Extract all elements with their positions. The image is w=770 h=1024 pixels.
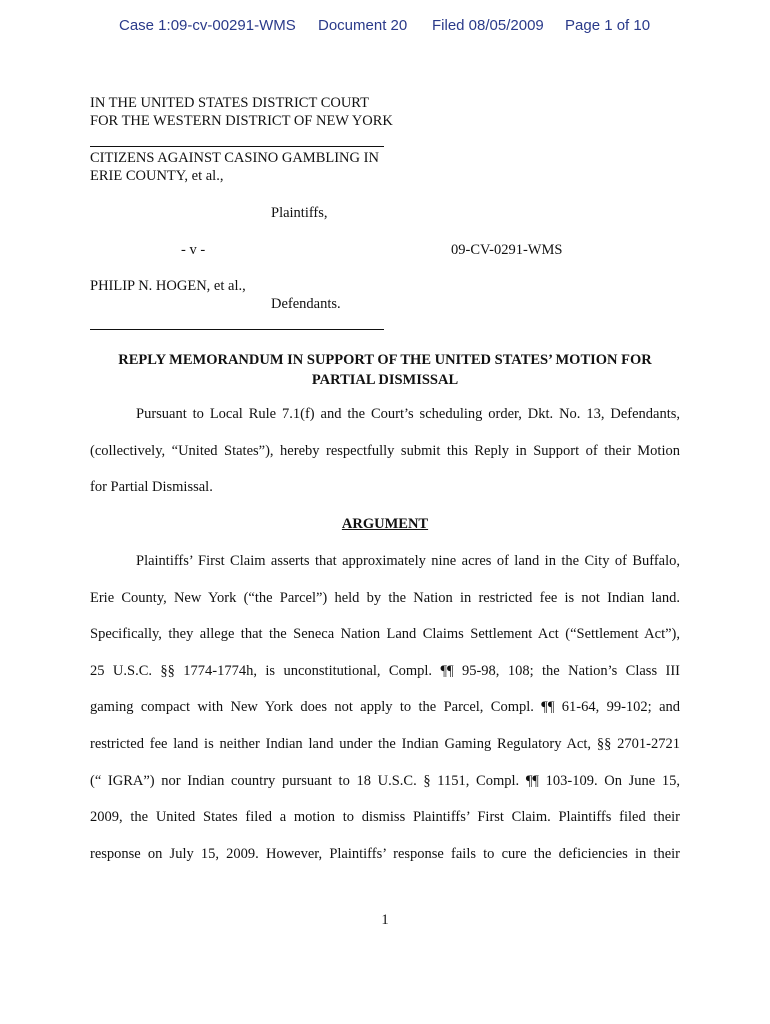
- argument-line: 25 U.S.C. §§ 1774-1774h, is unconstitutional, Compl. ¶¶ 95-98, 108; the Nation’s Class III: [90, 662, 680, 679]
- caption-rule-top: [90, 146, 384, 147]
- header-case-number: Case 1:09-cv-00291-WMS: [119, 17, 296, 34]
- argument-line: response on July 15, 2009. However, Plaintiffs’ response fails to cure the deficiencies in their: [90, 845, 680, 862]
- court-line-2: FOR THE WESTERN DISTRICT OF NEW YORK: [90, 113, 393, 129]
- plaintiff-line-1: CITIZENS AGAINST CASINO GAMBLING IN: [90, 150, 379, 166]
- argument-line: restricted fee land is neither Indian land under the Indian Gaming Regulatory Act, §§ 2701-2721: [90, 735, 680, 752]
- versus: - v -: [181, 242, 206, 258]
- page-number: 1: [381, 912, 389, 928]
- argument-line: 2009, the United States filed a motion to dismiss Plaintiffs’ First Claim. Plaintiffs filed their: [90, 809, 680, 826]
- memo-title-line-1: REPLY MEMORANDUM IN SUPPORT OF THE UNITED STATES’ MOTION FOR: [118, 352, 652, 368]
- memo-title-line-2: PARTIAL DISMISSAL: [311, 372, 459, 388]
- argument-line: (“ IGRA”) nor Indian country pursuant to 18 U.S.C. § 1151, Compl. ¶¶ 103-109. On June 15,: [90, 772, 680, 789]
- header-page: Page 1 of 10: [565, 17, 651, 34]
- argument-paragraph: [90, 543, 680, 872]
- argument-heading: ARGUMENT: [341, 516, 429, 532]
- header-document: Document 20: [318, 17, 408, 34]
- intro-line: Pursuant to Local Rule 7.1(f) and the Court’s scheduling order, Dkt. No. 13, Defendants,: [136, 406, 680, 422]
- argument-line: gaming compact with New York does not apply to the Parcel, Compl. ¶¶ 61-64, 99-102; and: [90, 699, 680, 716]
- intro-line: (collectively, “United States”), hereby respectfully submit this Reply in Support of their Motion: [90, 442, 680, 459]
- court-line-1: IN THE UNITED STATES DISTRICT COURT: [90, 95, 369, 111]
- plaintiff-line-2: ERIE COUNTY, et al.,: [90, 168, 224, 184]
- caption-rule-bottom: [90, 329, 384, 330]
- ecf-header: [0, 17, 770, 37]
- argument-line: Plaintiffs’ First Claim asserts that approximately nine acres of land in the City of Buffalo,: [136, 553, 680, 569]
- header-filed-date: Filed 08/05/2009: [432, 17, 544, 34]
- plaintiffs-label: Plaintiffs,: [271, 205, 328, 221]
- intro-paragraph: [90, 396, 680, 506]
- defendants-label: Defendants.: [271, 296, 341, 312]
- argument-line: Specifically, they allege that the Seneca Nation Land Claims Settlement Act (“Settlement Act”),: [90, 626, 680, 643]
- argument-line: Erie County, New York (“the Parcel”) held by the Nation in restricted fee is not Indian land.: [90, 589, 680, 606]
- case-number: 09-CV-0291-WMS: [451, 242, 563, 258]
- defendant-name: PHILIP N. HOGEN, et al.,: [90, 278, 246, 294]
- intro-line: for Partial Dismissal.: [90, 479, 213, 496]
- memo-title: [90, 350, 680, 390]
